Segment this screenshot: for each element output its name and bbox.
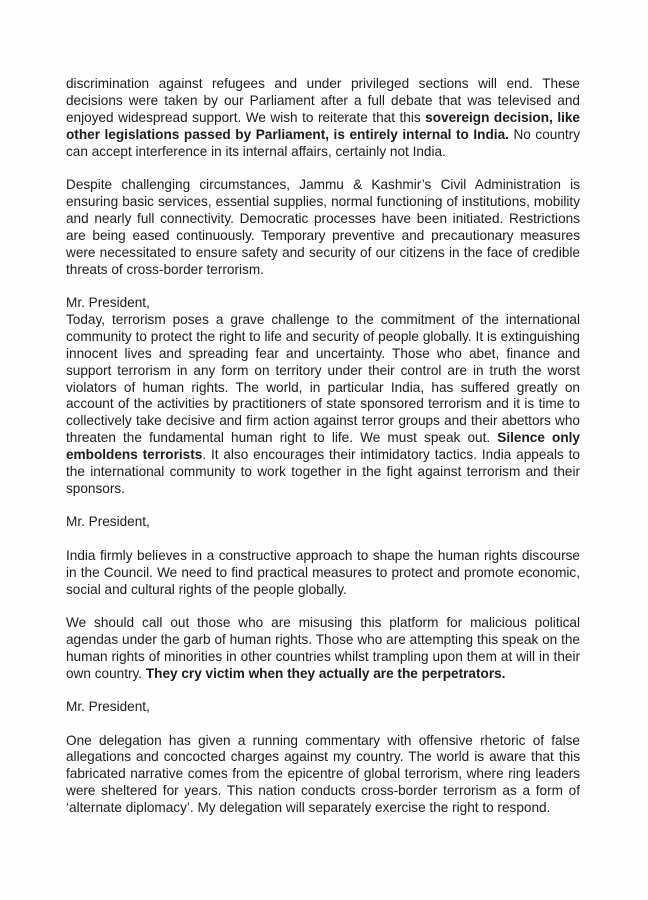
paragraph-text: No country can accept interference in its internal affairs, certainly not India. <box>66 126 580 159</box>
paragraph-constructive-approach: India firmly believes in a constructive approach to shape the human rights discourse in the Council. We need to find practical measures to protect and promote economic, social and cultural rights of the people globally. <box>66 547 580 597</box>
salutation: Mr. President, <box>66 514 150 530</box>
document-body <box>66 76 580 834</box>
paragraph-text: discrimination against refugees and under privileged sections will end. These decisions were taken by our Parliament after a full debate that was televised and enjoyed widespread support. We wish to reiterate that this <box>66 76 580 125</box>
paragraph-terrorism <box>66 312 580 498</box>
paragraph-bold-text: Silence only emboldens terrorists <box>66 430 580 463</box>
paragraph-call-out <box>66 615 580 683</box>
salutation: Mr. President, <box>66 294 150 310</box>
paragraph-text: Today, terrorism poses a grave challenge to the commitment of the international community to protect the right to life and security of people globally. It is extinguishing innocent lives and spreading fear and uncertainty. Those who abet, finance and support terrorism in any form on territory under their control are in truth the worst violators of human rights. The world, in particular India, has suffered greatly on account of the activities by practitioners of state sponsored terrorism and it is time to collectively take decisive and firm action against terror groups and their abettors who threaten the fundamental human right to life. We must speak out. <box>66 311 580 446</box>
paragraph-delegation: One delegation has given a running commentary with offensive rhetoric of false allegations and concocted charges against my country. The world is aware that this fabricated narrative comes from the epicentre of global terrorism, where ring leaders were sheltered for years. This nation conducts cross-border terrorism as a form of ‘alternate diplomacy’. My delegation will separately exercise the right to respond. <box>66 732 580 816</box>
paragraph-internal-matter <box>66 76 580 161</box>
salutation: Mr. President, <box>66 699 150 715</box>
paragraph-jammu-kashmir: Despite challenging circumstances, Jammu & Kashmir’s Civil Administration is ensuring basic services, essential supplies, normal functioning of institutions, mobility and nearly full connectivity. Democratic processes have been initiated. Restrictions are being eased continuously. Temporary preventive and precautionary measures were necessitated to ensure safety and security of our citizens in the face of credible threats of cross-border terrorism. <box>66 177 580 277</box>
paragraph-bold-text: They cry victim when they actually are the perpetrators. <box>145 665 506 681</box>
paragraph-text: . It also encourages their intimidatory tactics. India appeals to the international community to work together in the fight against terrorism and their sponsors. <box>66 447 580 496</box>
paragraph-text: We should call out those who are misusing this platform for malicious political agendas under the garb of human rights. Those who are attempting this speak on the human rights of minorities in other countries whilst trampling upon them at will in their own country. <box>66 614 580 681</box>
paragraph-bold-text: sovereign decision, like other legislations passed by Parliament, is entirely internal to India. <box>66 109 580 142</box>
